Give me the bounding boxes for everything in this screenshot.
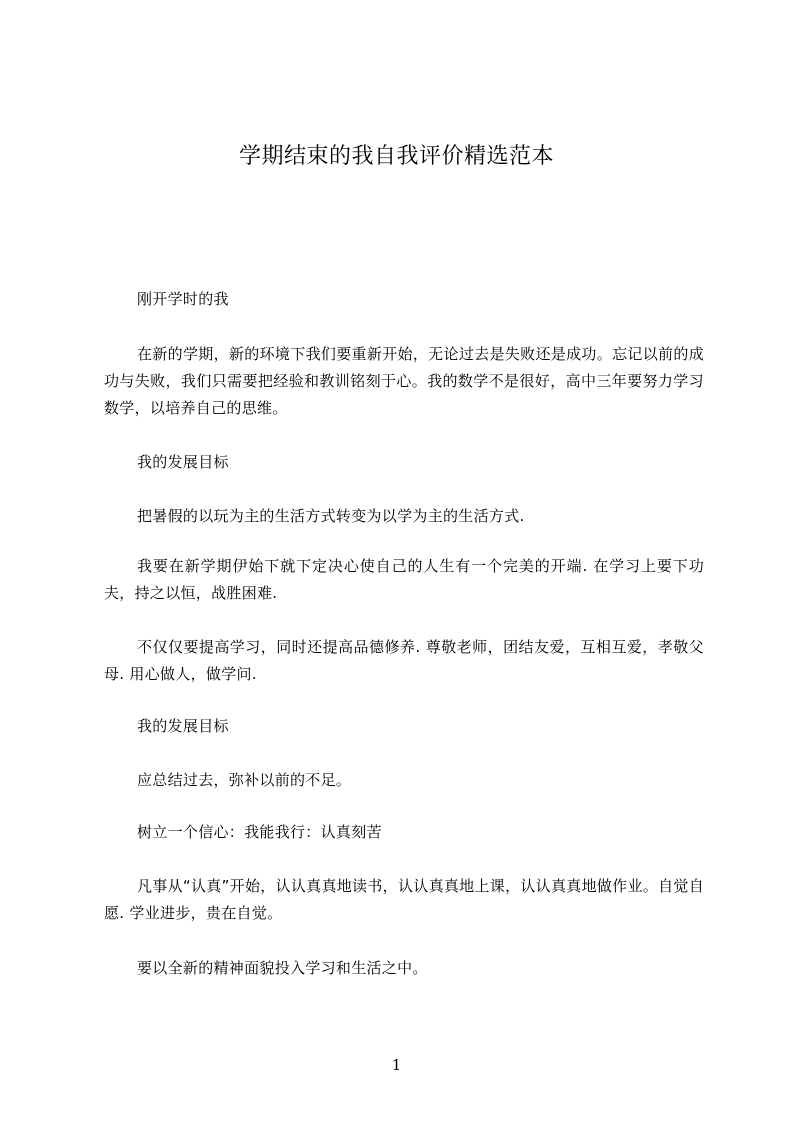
section-heading: 我的发展目标 [137,453,229,471]
document-title: 学期结束的我自我评价精选范本 [238,144,554,169]
paragraph: 凡事从“认真”开始，认认真真地读书，认认真真地上课，认认真真地做作业。自觉自愿. 学业进步，贵在自觉。 [104,877,704,922]
section-heading: 我的发展目标 [137,717,229,735]
paragraph: 要以全新的精神面貌投入学习和生活之中。 [137,959,428,977]
paragraph: 把暑假的以玩为主的生活方式转变为以学为主的生活方式. [137,507,525,525]
paragraph: 我要在新学期伊始下就下定决心使自己的人生有一个完美的开端. 在学习上要下功夫，持之以恒，战胜困难. [104,557,704,602]
paragraph: 不仅仅要提高学习，同时还提高品德修养. 尊敬老师，团结友爱，互相互爱，孝敬父母. 用心做人，做学问. [104,638,704,683]
paragraph: 在新的学期，新的环境下我们要重新开始，无论过去是失败还是成功。忘记以前的成功与失败，我们只需要把经验和教训铭刻于心。我的数学不是很好，高中三年要努力学习数学，以培养自己的思维。 [104,345,704,417]
paragraph: 应总结过去，弥补以前的不足。 [137,771,352,789]
page-number: 1 [391,1056,402,1074]
section-heading: 刚开学时的我 [137,290,229,308]
paragraph: 树立一个信心：我能我行：认真刻苦 [137,823,382,841]
